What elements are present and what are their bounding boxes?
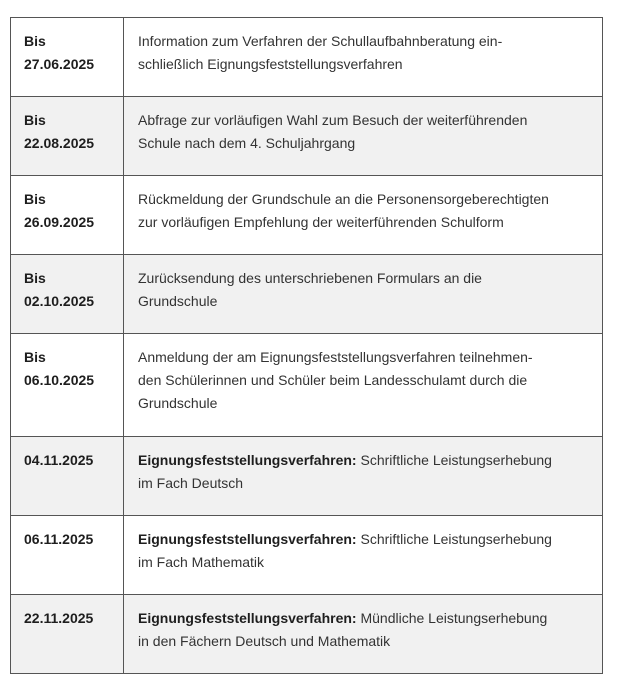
table-row — [11, 334, 603, 437]
date-label: Bis — [24, 191, 46, 207]
date-value: 04.11.2025 — [24, 452, 94, 468]
description-line — [138, 607, 588, 630]
procedure-label: Eignungsfeststellungsverfahren: — [138, 610, 357, 626]
schedule-table-container — [10, 17, 602, 674]
description-line: schließlich Eignungsfeststellungsverfahren — [138, 56, 403, 72]
description-cell — [124, 18, 603, 97]
procedure-label: Eignungsfeststellungsverfahren: — [138, 452, 357, 468]
description-cell — [124, 176, 603, 255]
description-cell — [124, 97, 603, 176]
description-line — [138, 528, 588, 551]
description-line: Anmeldung der am Eignungsfeststellungsverfahren teilnehmen- — [138, 349, 533, 365]
procedure-detail: Mündliche Leistungserhebung — [356, 610, 548, 626]
date-label: Bis — [24, 349, 46, 365]
date-cell — [11, 516, 124, 595]
date-label: Bis — [24, 33, 46, 49]
description-line: Zurücksendung des unterschriebenen Formulars an die — [138, 270, 482, 286]
description-cell — [124, 255, 603, 334]
date-label: Bis — [24, 112, 46, 128]
date-cell — [11, 437, 124, 516]
date-value: 22.11.2025 — [24, 610, 94, 626]
table-row — [11, 437, 603, 516]
table-row — [11, 176, 603, 255]
date-value: 06.10.2025 — [24, 372, 95, 388]
description-line: Grundschule — [138, 293, 218, 309]
description-cell — [124, 334, 603, 437]
date-cell — [11, 334, 124, 437]
table-row — [11, 595, 603, 674]
description-line: Rückmeldung der Grundschule an die Personensorgeberechtigten — [138, 191, 549, 207]
date-cell — [11, 176, 124, 255]
date-label: Bis — [24, 270, 46, 286]
date-cell — [11, 97, 124, 176]
procedure-label: Eignungsfeststellungsverfahren: — [138, 531, 357, 547]
description-line: Grundschule — [138, 395, 218, 411]
date-value: 27.06.2025 — [24, 56, 95, 72]
description-line: den Schülerinnen und Schüler beim Landesschulamt durch die — [138, 372, 528, 388]
description-line — [138, 449, 588, 472]
table-row — [11, 18, 603, 97]
description-line: in den Fächern Deutsch und Mathematik — [138, 633, 391, 649]
date-value: 02.10.2025 — [24, 293, 95, 309]
description-line: im Fach Mathematik — [138, 554, 265, 570]
date-cell — [11, 595, 124, 674]
procedure-detail: Schriftliche Leistungserhebung — [356, 531, 552, 547]
date-value: 26.09.2025 — [24, 214, 95, 230]
description-line: im Fach Deutsch — [138, 475, 244, 491]
description-cell — [124, 516, 603, 595]
schedule-table — [10, 17, 603, 674]
date-value: 06.11.2025 — [24, 531, 94, 547]
description-line: zur vorläufigen Empfehlung der weiterführenden Schulform — [138, 214, 504, 230]
date-value: 22.08.2025 — [24, 135, 95, 151]
date-cell — [11, 255, 124, 334]
description-cell — [124, 595, 603, 674]
description-cell — [124, 437, 603, 516]
description-line: Schule nach dem 4. Schuljahrgang — [138, 135, 356, 151]
description-line: Information zum Verfahren der Schullaufbahnberatung ein- — [138, 33, 503, 49]
table-row — [11, 516, 603, 595]
table-row — [11, 255, 603, 334]
description-line: Abfrage zur vorläufigen Wahl zum Besuch der weiterführenden — [138, 112, 528, 128]
table-row — [11, 97, 603, 176]
date-cell — [11, 18, 124, 97]
procedure-detail: Schriftliche Leistungserhebung — [356, 452, 552, 468]
